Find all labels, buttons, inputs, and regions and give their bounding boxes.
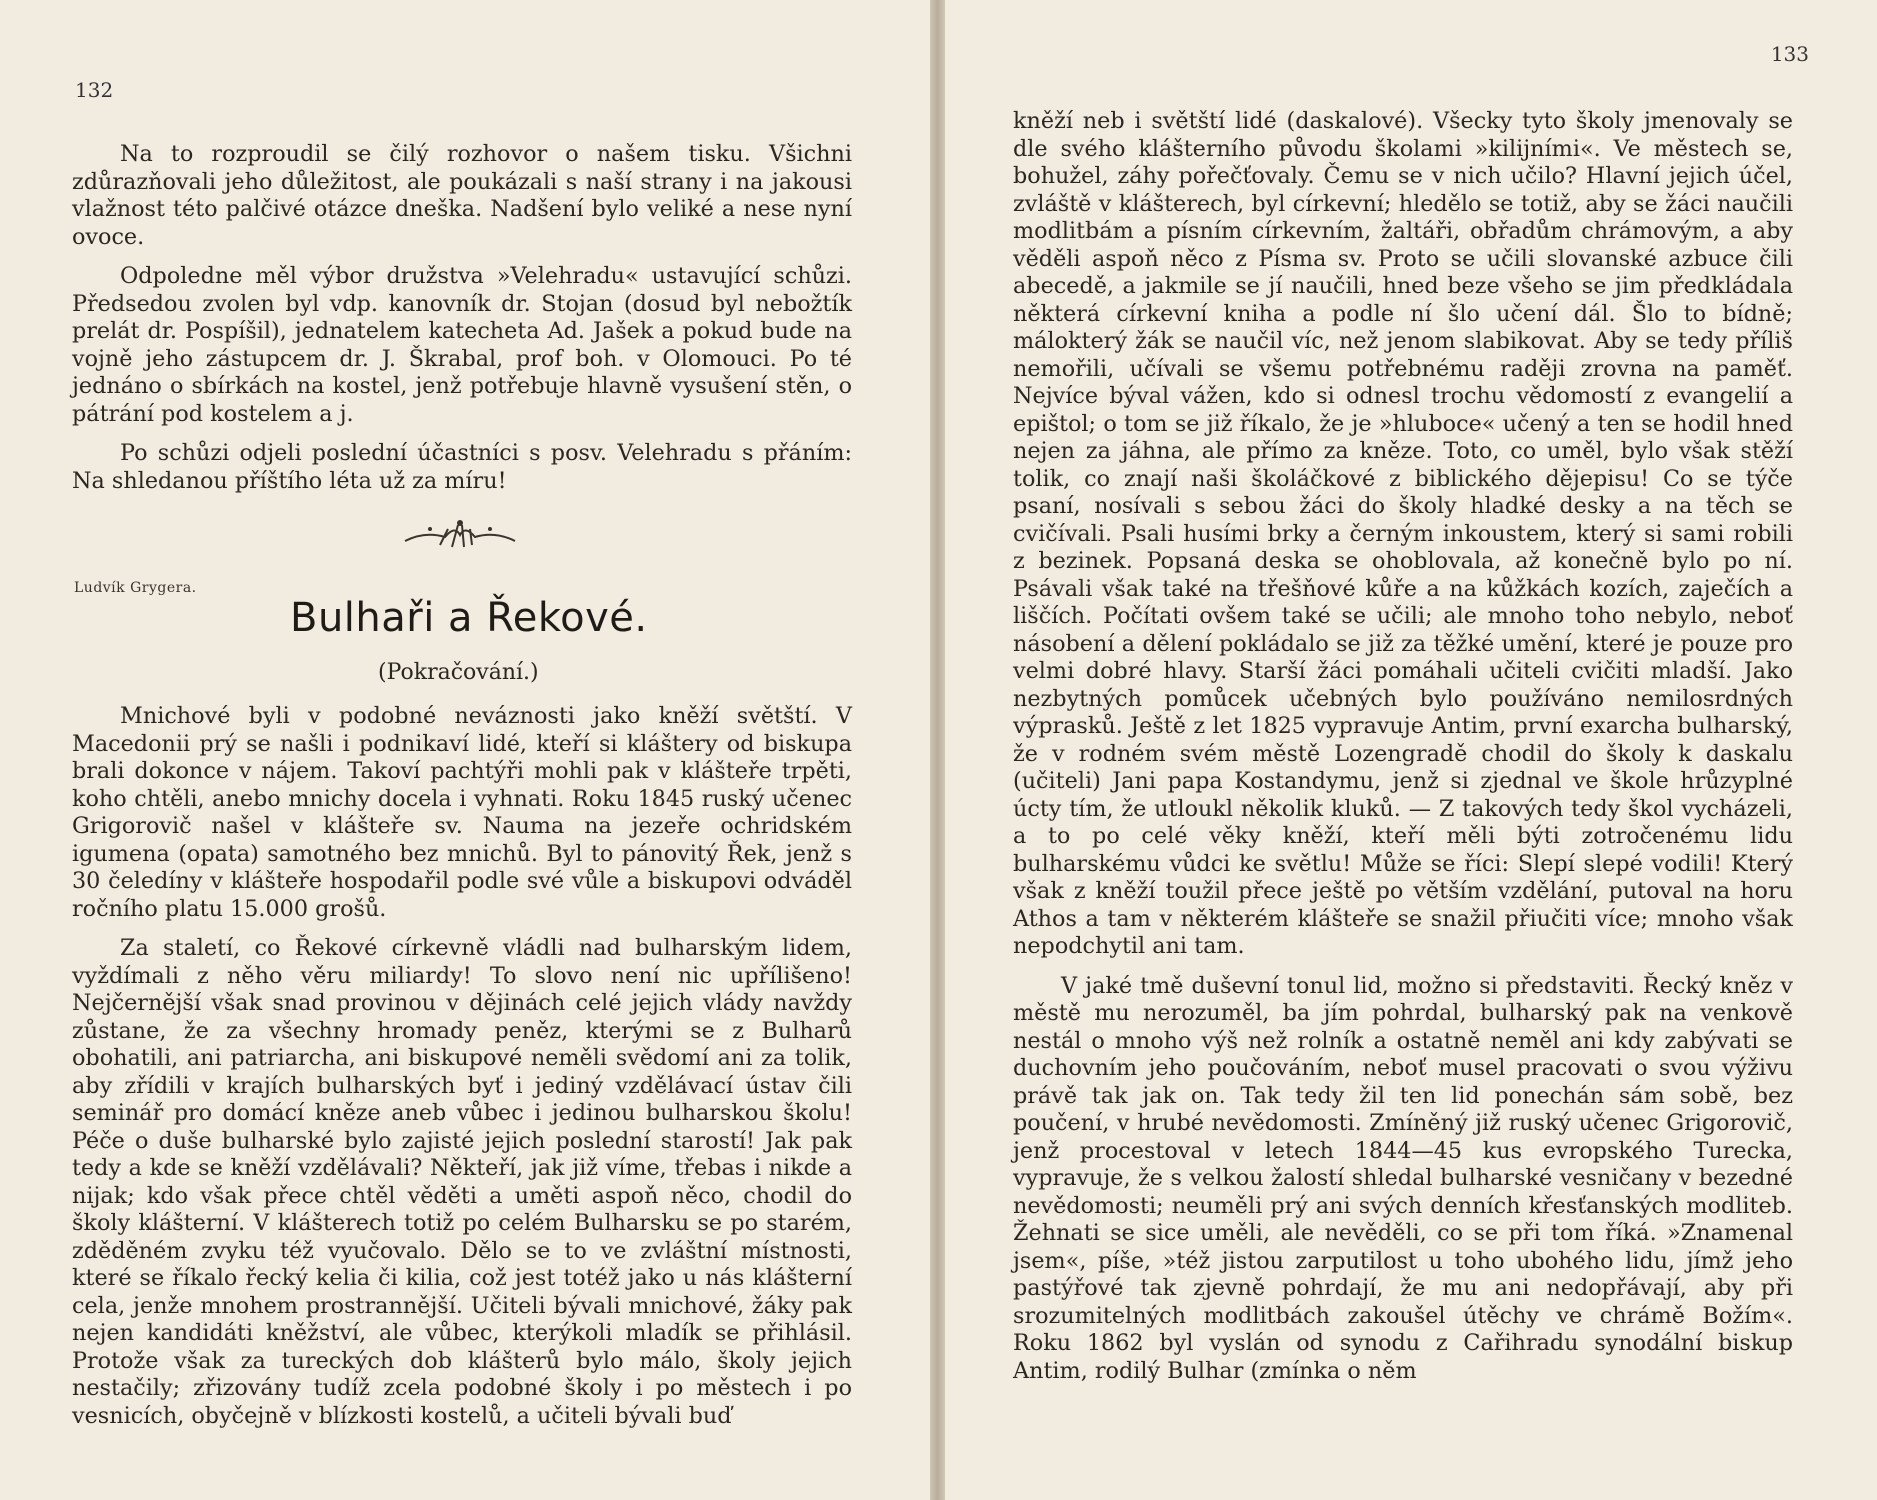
- page-number: 132: [75, 78, 114, 102]
- paragraph: Odpoledne měl výbor družstva »Velehradu« ustavující schůzi. Předsedou zvolen byl vdp. kanovník dr. Stojan (dosud byl nebožtík prelát dr. Pospíšil), jednatelem katecheta Ad. Jašek a pokud bude na vojně jeho zástupcem dr. J. Škrabal, prof boh. v Olomouci. Po té jednáno o sbírkách na kostel, jenž potřebuje hlavně vysušení stěn, o pátrání pod kostelem a j.: [72, 263, 852, 427]
- paragraph: Po schůzi odjeli poslední účastníci s posv. Velehradu s přáním: Na shledanou příštího léta už za míru!: [72, 440, 852, 494]
- paragraph: Mnichové byli v podobné neváznosti jako kněží světští. V Macedonii prý se našli i podnikaví lidé, kteří si kláštery od biskupa brali dokonce v nájem. Takoví pachtýři mohli pak v klášteře trpěti, koho chtěli, anebo mnichy docela i vyhnati. Roku 1845 ruský učenec Grigorovič našel v klášteře sv. Nauma na jezeře ochridském igumena (opata) samotného bez mnichů. Byl to pánovitý Řek, jenž s 30 čeledíny v klášteře hospodařil podle své vůle a biskupovi odváděl ročního platu 15.000 grošů.: [72, 703, 852, 922]
- paragraph: V jaké tmě duševní tonul lid, možno si představiti. Řecký kněz v městě mu nerozuměl, ba jím pohrdal, bulharský pak na venkově nestál o mnoho výš než rolník a ostatně neměl ani kdy zabývati se duchovním jeho poučováním, neboť musel pracovati o svou výživu právě tak jak on. Tak tedy žil ten lid ponechán sám sobě, bez poučení, v hrubé nevědomosti. Zmíněný již ruský učenec Grigorovič, jenž procestoval v letech 1844—45 kus evropského Turecka, vypravuje, že s velkou žalostí shledal bulharské vesničany v bezedné nevědomosti; neuměli prý ani svých denních křesťanských modliteb. Žehnati se sice uměli, ale nevěděli, co se při tom říká. »Znamenal jsem«, píše, »též jistou zarputilost u toho ubohého lidu, jímž jeho pastýřové tak zjevně pohrdají, že mu ani nedopřávají, aby při srozumitelných modlitbách zakoušel útěchy ve chrámě Božím«. Roku 1862 byl vyslán od synodu z Cařihradu synodální biskup Antim, rodilý Bulhar (zmínka o něm: [1013, 972, 1793, 1384]
- paragraph: Za staletí, co Řekové církevně vládli nad bulharským lidem, vyždímali z něho věru miliardy! To slovo není nic upřílišeno! Nejčernější však snad provinou v dějinách celé jejich vlády navždy zůstane, že za všechny hromady peněz, kterými se z Bulharů obohatili, ani patriarcha, ani biskupové neměli svědomí ani za tolik, aby zřídili v krajích bulharských byť i jediný vzdělávací ústav čili seminář pro domácí kněze aneb vůbec i jedinou bulharskou školu! Péče o duše bulharské bylo zajisté jejich poslední starostí! Jak pak tedy a kde se kněží vzdělávali? Někteří, jak již víme, třebas i nikde a nijak; kdo však přece chtěl věděti a uměti aspoň něco, chodil do školy klášterní. V klášterech totiž po celém Bulharsku se po starém, zděděném zvyku též vyučovalo. Dělo se to ve zvláštní místnosti, které se říkalo řecký kelia či kilia, což jest totéž jako u nás klášterní cela, jenže mnohem prostrannější. Učiteli bývali mnichové, žáky pak nejen kandidáti kněžství, ale vůbec, kterýkoli mladík se přihlásil. Protože však za tureckých dob klášterů bylo málo, školy jejich nestačily; zřizovány tudíž zcela podobné školy i po městech i po vesnicích, obyčejně v blízkosti kostelů, a učiteli bývali buď: [72, 935, 852, 1429]
- article-title: Bulhaři a Řekové.: [290, 595, 648, 641]
- paragraph: kněží neb i světští lidé (daskalové). Všecky tyto školy jmenovaly se dle svého klášterního původu školami »kilijními«. Ve městech se, bohužel, záhy pořečťovaly. Čemu se v nich učilo? Hlavní jejich účel, zvláště v klášterech, byl církevní; hledělo se totiž, aby se žáci naučili modlitbám a písním církevním, žaltáři, obřadům chrámovým, a aby věděli aspoň něco z Písma sv. Proto se učili slovanské azbuce čili abecedě, a jakmile se jí naučili, hned beze všeho se jim předkládala některá církevní kniha a podle ní šlo učení dál. Šlo to bídně; málokterý žák se naučil víc, než jenom slabikovat. Aby se tedy příliš nemořili, učívali se všemu potřebnému raději zrovna na paměť. Nejvíce býval vážen, kdo si odnesl trochu vědomostí z evangelií a epištol; o tom se již říkalo, že je »hluboce« učený a ten se hodil hned nejen za jáhna, ale přímo za kněze. Toto, co uměl, bylo však stěží tolik, co znají naši školáčkové z biblického dějepisu! Co se týče psaní, nosívali s sebou žáci do školy hladké desky a na těch se cvičívali. Psali husími brky a černým inkoustem, který si sami robili z bezinek. Popsaná deska se ohoblovala, až konečně bylo po ní. Psávali však také na třešňové kůře a na kůžkách kozích, zaječích a liščích. Počítati ovšem také se učili; ale mnoho toho nebylo, neboť násobení a dělení pokládalo se již za těžké umění, které je pouze pro velmi dobré hlavy. Starší žáci pomáhali učiteli cvičiti mladší. Jako nezbytných pomůcek učebných bylo používáno nemilosrdných výprasků. Ještě z let 1825 vypravuje Antim, první exarcha bulharský, že v rodném svém městě Lozengradě chodil do školy k daskalu (učiteli) Jani papa Kostandymu, jenž si zjednal ve škole hrůzyplné úcty tím, že utloukl několik kluků. — Z takových tedy škol vycházeli, a to po celé věky kněží, kteří měli býti zotročenému lidu bulharskému vůdci ke světlu! Může se říci: Slepí slepé vodili! Který však z kněží toužil přece ještě po větším vzdělání, putoval na horu Athos a tam v některém klášteře se snažil přiučiti více; mnoho však nepodchytil ani tam.: [1013, 108, 1793, 959]
- right-page: [945, 0, 1877, 1500]
- book-gutter: [930, 0, 945, 1500]
- author-name: Ludvík Grygera.: [74, 580, 197, 596]
- closing-section: [72, 141, 852, 507]
- paragraph: Na to rozproudil se čilý rozhovor o našem tisku. Všichni zdůrazňovali jeho důležitost, ale poukázali s naší strany i na jakousi vlažnost této palčivé otázce dneška. Nadšení bylo veliké a nese nyní ovoce.: [72, 141, 852, 250]
- article-subtitle: (Pokračování.): [378, 660, 539, 685]
- left-page: [0, 0, 930, 1500]
- ornament-divider: [400, 515, 520, 555]
- article-body: [72, 703, 852, 1442]
- page-number: 133: [1770, 42, 1809, 66]
- article-body-continued: [1013, 108, 1793, 1397]
